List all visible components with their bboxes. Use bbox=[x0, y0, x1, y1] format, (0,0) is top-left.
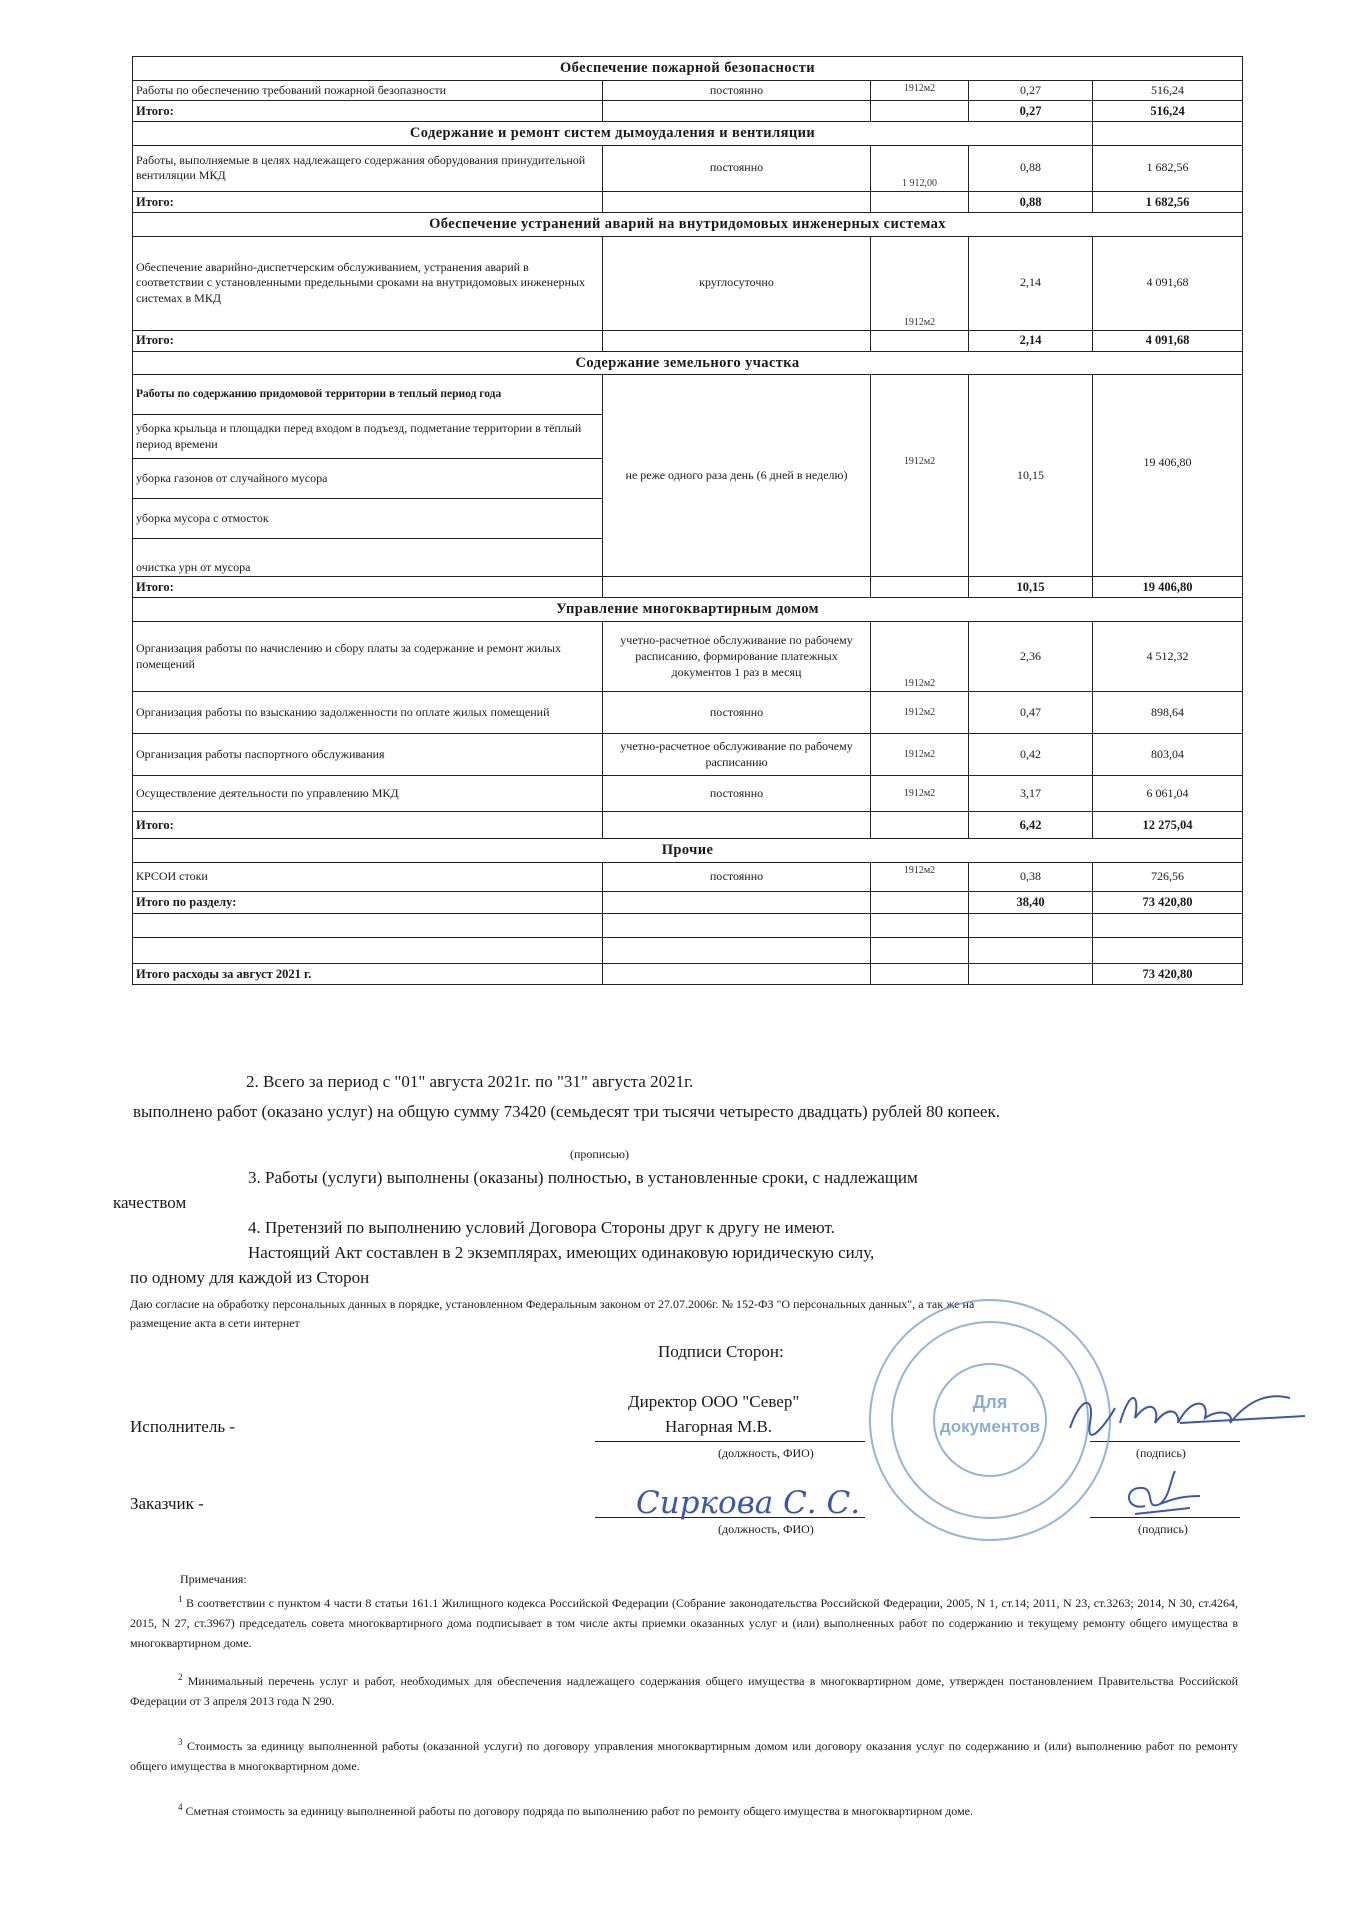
service-sum: 803,04 bbox=[1093, 734, 1243, 776]
total-rate: 6,42 bbox=[969, 812, 1093, 839]
total-row bbox=[133, 812, 1243, 839]
service-name: Работы по обеспечению требований пожарной безопазности bbox=[133, 80, 603, 100]
consent-line-2: размещение акта в сети интернет bbox=[130, 1316, 300, 1330]
executor-signature bbox=[1060, 1378, 1310, 1448]
section-title-land: Содержание земельного участка bbox=[133, 351, 1243, 375]
service-unit: 1912м2 bbox=[871, 375, 969, 577]
service-sum: 516,24 bbox=[1093, 80, 1243, 100]
service-sum: 726,56 bbox=[1093, 863, 1243, 892]
total-sum: 1 682,56 bbox=[1093, 191, 1243, 212]
total-row bbox=[133, 100, 1243, 121]
service-rate: 10,15 bbox=[969, 375, 1093, 577]
service-unit: 1912м2 bbox=[871, 776, 969, 812]
note-1: $^1$ В соответствии с пунктом 4 части 8 статьи 161.1 Жилищного кодекса Российской Федерации (Собрание законодательства Российской Федерации, 2005, N 1, ст.14; 2011, N 23, ст.3263; 2014, N 30, ст.4264, 2015, N 27, ст.3967) председатель совета многоквартирного дома подписывает в том числе акты приемки оказанных услуг и (или) выполненных работ по содержанию и текущему ремонту общего имущества в многоквартирном доме. bbox=[130, 1594, 1239, 1650]
svg-text:документов: документов bbox=[939, 1417, 1041, 1436]
note-3: $^3$ Стоимость за единицу выполненной работы (оказанной услуги) по договору управления многоквартирным домом или договору оказания услуг по содержанию и (или) выполнению работ по ремонту общего имущества в многоквартирном доме. bbox=[130, 1737, 1238, 1773]
customer-initials-signature bbox=[1115, 1466, 1205, 1526]
paragraph-3: 3. Работы (услуги) выполнены (оказаны) полностью, в установленные сроки, с надлежащим bbox=[248, 1168, 918, 1187]
service-frequency: учетно-расчетное обслуживание по рабочему расписанию, формирование платежных документов 1 раз в месяц bbox=[603, 622, 871, 692]
service-unit: 1 912,00 bbox=[871, 145, 969, 191]
customer-label: Заказчик - bbox=[130, 1494, 204, 1513]
land-item: уборка мусора с отмосток bbox=[133, 499, 603, 539]
service-rate: 3,17 bbox=[969, 776, 1093, 812]
total-row bbox=[133, 191, 1243, 212]
customer-signature-text: Сиркова С. С. bbox=[636, 1485, 861, 1521]
total-label: Итого: bbox=[133, 100, 603, 121]
services-table bbox=[132, 56, 1243, 985]
customer-signature bbox=[630, 1475, 880, 1530]
service-rate: 0,88 bbox=[969, 145, 1093, 191]
executor-sign-caption: (подпись) bbox=[1136, 1446, 1186, 1460]
service-sum: 4 091,68 bbox=[1093, 236, 1243, 330]
table-row bbox=[133, 236, 1243, 330]
service-rate: 0,38 bbox=[969, 863, 1093, 892]
notes-heading: Примечания: bbox=[180, 1572, 247, 1586]
land-header: Работы по содержанию придомовой территории в теплый период года bbox=[133, 375, 603, 415]
service-sum: 4 512,32 bbox=[1093, 622, 1243, 692]
service-frequency: постоянно bbox=[603, 863, 871, 892]
service-rate: 0,27 bbox=[969, 80, 1093, 100]
section-title-other: Прочие bbox=[133, 839, 1243, 863]
paragraph-5: Настоящий Акт составлен в 2 экземплярах, имеющих одинаковую юридическую силу, bbox=[248, 1243, 875, 1262]
paragraph-3-cont: качеством bbox=[113, 1193, 187, 1212]
service-sum: 6 061,04 bbox=[1093, 776, 1243, 812]
empty-row bbox=[133, 914, 1243, 938]
total-rate: 10,15 bbox=[969, 577, 1093, 598]
paragraph-2-amount: выполнено работ (оказано услуг) на общую сумму 73420 (семьдесят три тысячи четыресто двадцать) рублей 80 копеек. bbox=[133, 1102, 1000, 1121]
total-sum: 12 275,04 bbox=[1093, 812, 1243, 839]
table-row bbox=[133, 692, 1243, 734]
total-sum: 516,24 bbox=[1093, 100, 1243, 121]
service-sum: 19 406,80 bbox=[1093, 375, 1243, 577]
august-total-sum: 73 420,80 bbox=[1093, 964, 1243, 985]
service-frequency: постоянно bbox=[603, 692, 871, 734]
service-sum: 898,64 bbox=[1093, 692, 1243, 734]
service-frequency: учетно-расчетное обслуживание по рабочему расписанию bbox=[603, 734, 871, 776]
table-row bbox=[133, 80, 1243, 100]
service-name: Работы, выполняемые в целях надлежащего содержания оборудования принудительной вентиляции МКД bbox=[133, 145, 603, 191]
executor-fio-caption: (должность, ФИО) bbox=[718, 1446, 814, 1460]
service-frequency: не реже одного раза день (6 дней в неделю) bbox=[603, 375, 871, 577]
service-unit: 1912м2 bbox=[871, 863, 969, 892]
customer-fio-caption: (должность, ФИО) bbox=[718, 1522, 814, 1536]
total-sum: 19 406,80 bbox=[1093, 577, 1243, 598]
total-row bbox=[133, 577, 1243, 598]
total-row bbox=[133, 330, 1243, 351]
section-total-rate: 38,40 bbox=[969, 892, 1093, 914]
service-unit: 1912м2 bbox=[871, 80, 969, 100]
table-row bbox=[133, 375, 1243, 415]
empty-row bbox=[133, 938, 1243, 964]
note-4: $^4$ Сметная стоимость за единицу выполненной работы по договору подряда по выполнению работ по ремонту общего имущества в многоквартирном доме. bbox=[178, 1802, 973, 1818]
service-unit: 1912м2 bbox=[871, 692, 969, 734]
executor-name: Нагорная М.В. bbox=[665, 1417, 773, 1436]
service-frequency: постоянно bbox=[603, 145, 871, 191]
service-name: Осуществление деятельности по управлению МКД bbox=[133, 776, 603, 812]
service-name: Организация работы паспортного обслуживания bbox=[133, 734, 603, 776]
total-rate: 0,88 bbox=[969, 191, 1093, 212]
service-frequency: постоянно bbox=[603, 80, 871, 100]
service-rate: 0,47 bbox=[969, 692, 1093, 734]
service-name: Организация работы по взысканию задолженности по оплате жилых помещений bbox=[133, 692, 603, 734]
service-rate: 2,36 bbox=[969, 622, 1093, 692]
paragraph-2-period: 2. Всего за период с "01" августа 2021г. по "31" августа 2021г. bbox=[246, 1072, 694, 1091]
total-label: Итого: bbox=[133, 191, 603, 212]
signatures-heading: Подписи Сторон: bbox=[658, 1342, 784, 1361]
svg-text:Для: Для bbox=[972, 1392, 1008, 1412]
service-sum: 1 682,56 bbox=[1093, 145, 1243, 191]
service-name: КРСОИ стоки bbox=[133, 863, 603, 892]
august-total-row bbox=[133, 964, 1243, 985]
total-label: Итого: bbox=[133, 330, 603, 351]
table-row bbox=[133, 776, 1243, 812]
paragraph-5-cont: по одному для каждой из Сторон bbox=[130, 1268, 370, 1287]
executor-fio-line bbox=[595, 1441, 865, 1442]
service-unit: 1912м2 bbox=[871, 734, 969, 776]
land-item: уборка крыльца и площадки перед входом в подъезд, подметание территории в тёплый период времени bbox=[133, 415, 603, 459]
land-item: очистка урн от мусора bbox=[133, 539, 603, 577]
service-unit: 1912м2 bbox=[871, 236, 969, 330]
total-sum: 4 091,68 bbox=[1093, 330, 1243, 351]
service-frequency: круглосуточно bbox=[603, 236, 871, 330]
table-row bbox=[133, 863, 1243, 892]
consent-line-1: Даю согласие на обработку персональных данных в порядке, установленном Федеральным законом от 27.07.2006г. № 152-ФЗ "О персональных данных", а так же на bbox=[130, 1297, 975, 1311]
table-row bbox=[133, 622, 1243, 692]
service-rate: 0,42 bbox=[969, 734, 1093, 776]
section-total-row bbox=[133, 892, 1243, 914]
section-title-ventilation: Содержание и ремонт систем дымоудаления и вентиляции bbox=[133, 121, 1093, 145]
table-row bbox=[133, 734, 1243, 776]
land-item: уборка газонов от случайного мусора bbox=[133, 459, 603, 499]
service-name: Организация работы по начислению и сбору платы за содержание и ремонт жилых помещений bbox=[133, 622, 603, 692]
note-2: $^2$ Минимальный перечень услуг и работ, необходимых для обеспечения надлежащего содержания общего имущества в многоквартирном доме, утвержден постановлением Правительства Российской Федерации от 3 апреля 2013 года N 290. bbox=[130, 1672, 1238, 1708]
section-title-fire: Обеспечение пожарной безопасности bbox=[133, 57, 1243, 81]
august-total-label: Итого расходы за август 2021 г. bbox=[133, 964, 603, 985]
service-unit: 1912м2 bbox=[871, 622, 969, 692]
service-rate: 2,14 bbox=[969, 236, 1093, 330]
section-total-label: Итого по разделу: bbox=[133, 892, 603, 914]
section-total-sum: 73 420,80 bbox=[1093, 892, 1243, 914]
total-rate: 0,27 bbox=[969, 100, 1093, 121]
paragraph-4: 4. Претензий по выполнению условий Договора Стороны друг к другу не имеют. bbox=[248, 1218, 835, 1237]
section-title-management: Управление многоквартирным домом bbox=[133, 598, 1243, 622]
executor-position: Директор ООО "Север" bbox=[628, 1392, 800, 1411]
executor-label: Исполнитель - bbox=[130, 1417, 235, 1436]
total-rate: 2,14 bbox=[969, 330, 1093, 351]
service-name: Обеспечение аварийно-диспетчерским обслуживанием, устранения аварий в соответствии с установленными предельными сроками на внутридомовых инженерных системах в МКД bbox=[133, 236, 603, 330]
service-frequency: постоянно bbox=[603, 776, 871, 812]
propisyu-caption: (прописью) bbox=[570, 1147, 630, 1161]
customer-sign-caption: (подпись) bbox=[1138, 1522, 1188, 1536]
total-label: Итого: bbox=[133, 577, 603, 598]
section-title-emergency: Обеспечение устранений аварий на внутридомовых инженерных системах bbox=[133, 212, 1243, 236]
total-label: Итого: bbox=[133, 812, 603, 839]
table-row bbox=[133, 145, 1243, 191]
